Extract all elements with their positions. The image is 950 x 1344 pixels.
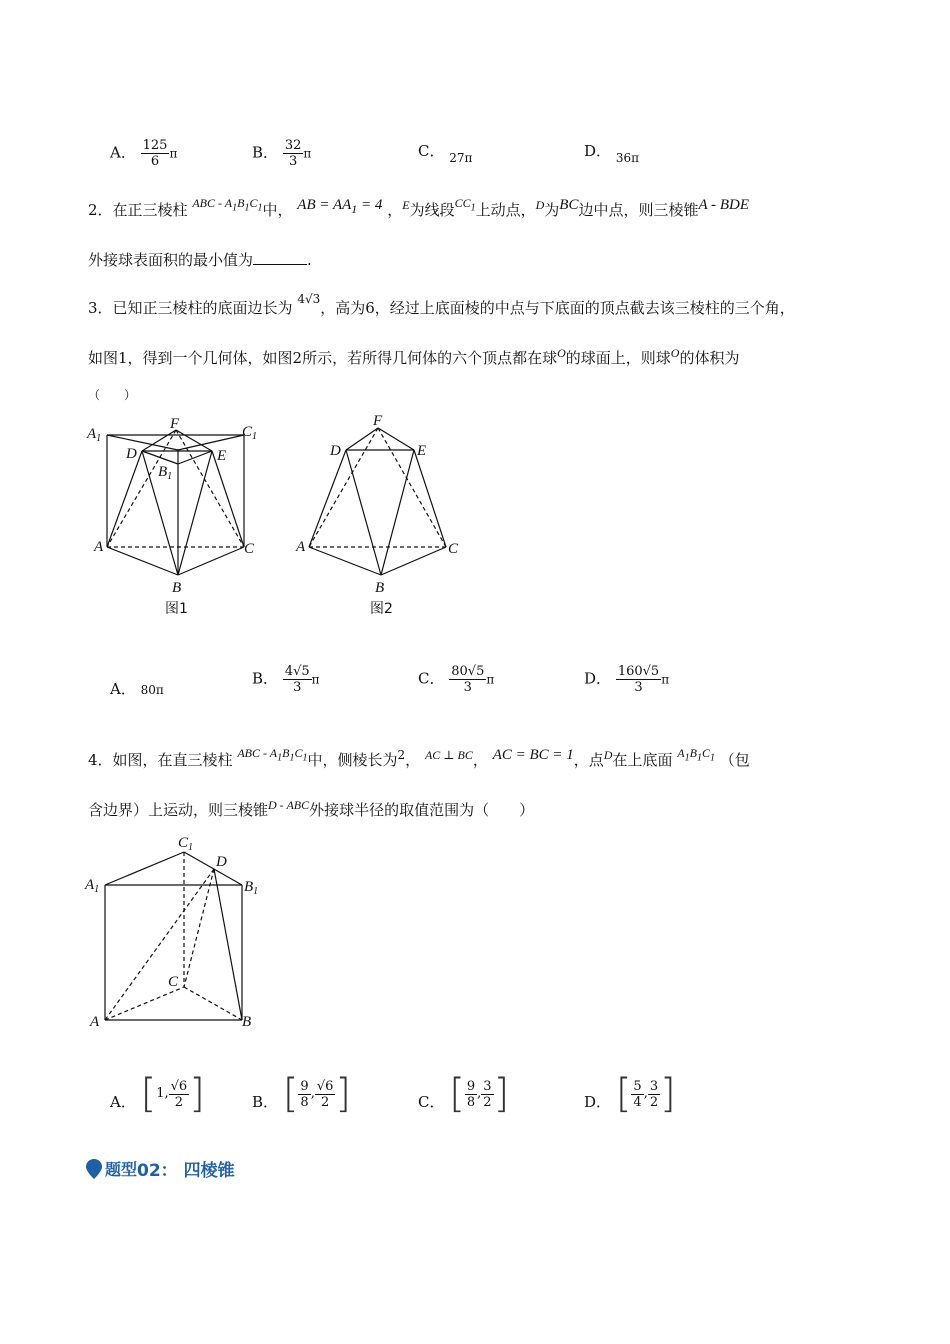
section-heading: [86, 1156, 235, 1181]
label-d2: D: [330, 443, 341, 459]
label-c2: C: [448, 541, 459, 557]
q4-line1: 4．如图，在直三棱柱 $^{ABC - A_1B_1C_1}$中，侧棱长为$^2$， $^{AC \perp BC}$， AC = BC = 1，点$^D$在上底面 $^{A_1B_1C_1}$ （包: [88, 746, 750, 769]
label-e2: E: [417, 443, 427, 459]
label-c: C: [244, 541, 255, 557]
q3-option-b: B． $\frac{4√5}{3}$ π: [252, 664, 320, 695]
section-prefix: 题型: [105, 1160, 138, 1179]
q3-option-c: C． $\frac{80√5}{3}$ π: [418, 664, 495, 695]
label-a2: A: [296, 539, 306, 555]
label-d-fig3: D: [216, 854, 227, 870]
label-d: D: [126, 446, 137, 462]
label-a1-fig3: $A_1$: [85, 877, 100, 895]
label-b-fig3: B: [242, 1014, 252, 1030]
q3-option-d: D． $\frac{160√5}{3}$ π: [584, 664, 670, 695]
q3-paren: （ ）: [88, 388, 137, 402]
label-c-fig3: C: [168, 974, 179, 990]
q3-line2: 如图1，得到一个几何体，如图2所示，若所得几何体的六个顶点都在球$^O$的球面上，则球$^O$的体积为: [88, 346, 740, 367]
q1-option-a: A． $\frac{125}{6}$ π: [110, 138, 178, 169]
label-a1: $A_1$: [87, 426, 102, 444]
q3-option-a: A． 80π: [110, 680, 164, 698]
q4-option-a: A． [ 1, $\frac{√6}{2}$ ]: [110, 1071, 205, 1117]
q4-line2: 含边界）上运动，则三棱锥$^{D - ABC}$外接球半径的取值范围为（ ）: [88, 798, 535, 819]
q3-line1: 3．已知正三棱柱的底面边长为 $^{4√3}$，高为6，经过上底面棱的中点与下底面的顶点截去该三棱柱的三个角，: [88, 292, 795, 317]
label-c1-fig3: $C_1$: [178, 835, 194, 853]
answer-blank: [253, 250, 307, 265]
q4-figure: [80, 832, 280, 1037]
fig1-caption: 图1: [165, 601, 188, 617]
q2-line1: 2．在正三棱柱 $^{ABC - A_1B_1C_1}$中， AB = $AA_1 = 4$ ，$^E$为线段$^{CC_1}$上动点，$^D$为BC边中点，则三棱锥A - BDE: [88, 196, 750, 219]
q2-line2: 外接球表面积的最小值为 .: [88, 251, 312, 269]
q1-option-d: D． $_{36\pi}$: [584, 142, 639, 165]
label-a: A: [94, 539, 104, 555]
q1-option-b: B． $\frac{32}{3}$ π: [252, 138, 312, 169]
label-a-fig3: A: [90, 1014, 100, 1030]
location-pin-icon: [86, 1159, 102, 1179]
q1-option-c: C． $_{27\pi}$: [418, 142, 473, 165]
label-b1-fig3: $B_1$: [244, 879, 259, 897]
q3-figures: [80, 410, 480, 625]
label-f: F: [170, 416, 180, 432]
q4-option-d: D． [ $\frac{5}{4}$ , $\frac{3}{2}$ ]: [584, 1071, 676, 1117]
label-b1: $B_1$: [158, 464, 173, 482]
section-title: 02： 四棱锥: [137, 1161, 235, 1181]
label-c1: $C_1$: [242, 424, 258, 442]
label-b2: B: [375, 580, 385, 596]
q4-option-b: B． [ $\frac{9}{8}$ , $\frac{√6}{2}$ ]: [252, 1071, 352, 1117]
label-e: E: [217, 448, 227, 464]
label-b: B: [172, 580, 182, 596]
fig2-caption: 图2: [370, 601, 393, 617]
label-f2: F: [373, 413, 383, 429]
q4-option-c: C． [ $\frac{9}{8}$ , $\frac{3}{2}$ ]: [418, 1071, 510, 1117]
